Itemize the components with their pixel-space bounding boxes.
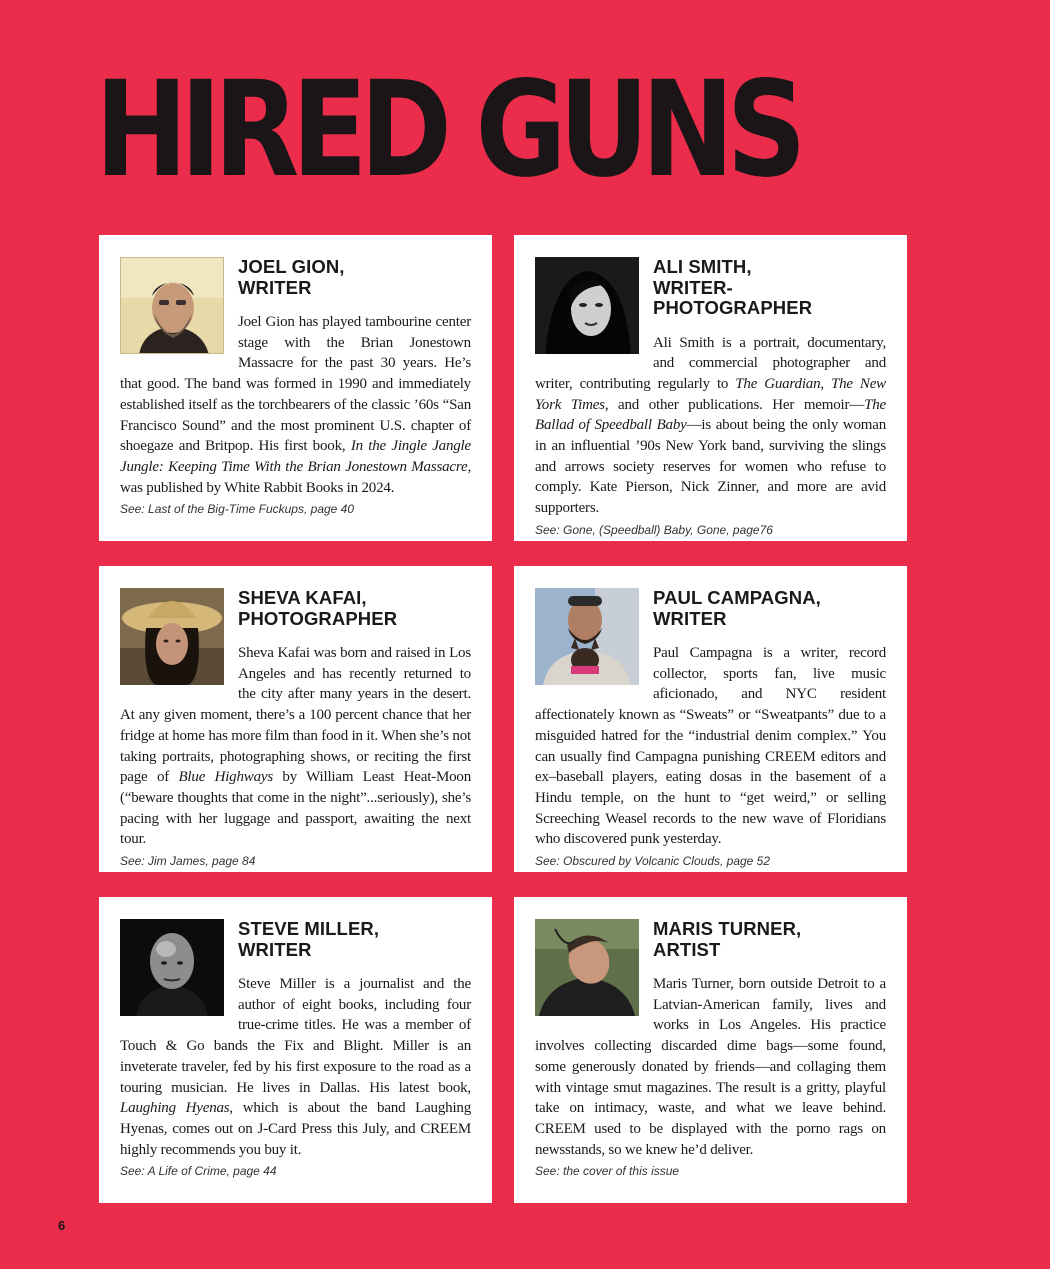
contributor-photo: [120, 588, 224, 685]
page-number: 6: [58, 1218, 66, 1233]
bio-text: by William Least Heat-Moon (“beware thoughts that come in the night”...seriously), she’s pacing with her luggage and passport, awaiting the next tour.: [120, 769, 471, 848]
portrait-photo-icon: [535, 257, 639, 354]
bio-text: Paul Campagna is a writer, record collector, sports fan, live music aficionado, and NYC resident affectionately known as “Sweats” or “Sweatpants” due to a misguided hatred for the “industrial denim complex.” You can usually find Campagna punishing CREEM editors and ex–baseball players, eating dosas in the basement of a Hindu temple, on the hunt to “get weird,” or selling Screeching Weasel records to the new wave of Floridians who discovered punk yesterday.: [535, 645, 886, 848]
contributor-card-maris-turner: [514, 897, 907, 1203]
bio-italic-text: Laughing Hyenas,: [120, 1100, 233, 1117]
contributor-card-paul-campagna: [514, 566, 907, 872]
bio-italic-text: The New York Times: [535, 375, 886, 413]
bio-text: Sheva Kafai was born and raised in Los Angeles and has recently returned to the city after many years in the desert. At any given moment, there’s a 100 percent chance that her fridge at home has more film than food in it. When she’s not taking portraits, photographing shows, or reciting the first page of: [120, 645, 471, 786]
bio-text: Maris Turner, born outside Detroit to a Latvian-American family, lives and works in Los Angeles. His practice involves collecting discarded dime bags—some found, some generously donated by friends—and collaging them with vintage smut magazines. The result is a gritty, playful take on intimacy, waste, and what we leave behind. CREEM used to be displayed with the porno rags on newsstands, so we knew he’d deliver.: [535, 976, 886, 1158]
portrait-photo-icon: [535, 919, 639, 1016]
see-reference: See: Last of the Big-Time Fuckups, page 40: [120, 502, 355, 517]
contributor-name: MARIS TURNER, ARTIST: [653, 918, 802, 960]
contributor-name: SHEVA KAFAI, PHOTOGRAPHER: [238, 587, 398, 629]
contributor-bio: [535, 333, 886, 519]
bio-italic-text: The Guardian: [735, 375, 821, 392]
contributor-name: JOEL GION, WRITER: [238, 256, 345, 298]
contributor-photo: [120, 919, 224, 1016]
bio-text: ,: [820, 375, 831, 392]
contributor-name: STEVE MILLER, WRITER: [238, 918, 380, 960]
contributor-photo: [535, 257, 639, 354]
contributor-card-ali-smith: [514, 235, 907, 541]
contributor-photo: [535, 919, 639, 1016]
contributor-name: ALI SMITH, WRITER-PHOTOGRAPHER: [653, 256, 813, 318]
bio-italic-text: The Ballad of Speedball Baby: [535, 396, 886, 434]
see-reference: See: Gone, (Speedball) Baby, Gone, page76: [535, 522, 773, 537]
see-reference: See: the cover of this issue: [535, 1164, 680, 1179]
bio-text: , was published by White Rabbit Books in 2024.: [120, 458, 471, 496]
contributor-card-joel-gion: [99, 235, 492, 541]
contributor-card-sheva-kafai: [99, 566, 492, 872]
bio-text: —is about being the only woman in an influential ’90s New York band, surviving the slings and arrows society reserves for women who refuse to comply. Kate Pierson, Nick Zinner, and more are avid supporters.: [535, 417, 886, 517]
see-reference: See: Jim James, page 84: [120, 854, 256, 869]
contributor-card-steve-miller: [99, 897, 492, 1203]
contributor-photo: [535, 588, 639, 685]
bio-text: , and other publications. Her memoir—: [604, 396, 865, 413]
bio-italic-text: In the Jingle Jangle Jungle: Keeping Time With the Brian Jonestown Massacre: [120, 438, 471, 475]
portrait-photo-icon: [535, 588, 639, 685]
page-title: HIRED GUNS: [95, 53, 799, 207]
portrait-photo-icon: [120, 919, 224, 1016]
see-reference: See: Obscured by Volcanic Clouds, page 52: [535, 854, 771, 869]
portrait-photo-icon: [121, 258, 224, 354]
contributor-name: PAUL CAMPAGNA, WRITER: [653, 587, 821, 629]
see-reference: See: A Life of Crime, page 44: [120, 1164, 277, 1179]
bio-italic-text: Blue Highways: [178, 769, 273, 786]
contributor-photo: [120, 257, 224, 354]
portrait-photo-icon: [120, 588, 224, 685]
bio-text: Steve Miller is a journalist and the author of eight books, including four true-crime titles. He was a member of Touch & Go bands the Fix and Blight. Miller is an inveterate traveler, fed by his first exposure to the road as a touring musician. He lives in Dallas. His latest book,: [120, 976, 471, 1096]
bio-text: which is about the band Laughing Hyenas, comes out on J-Card Press this July, and CREEM highly recommends you buy it.: [120, 1100, 472, 1158]
bio-text: Joel Gion has played tambourine center stage with the Brian Jonestown Massacre for the past 30 years. He’s that good. The band was formed in 1990 and immediately established itself as the torchbearers of the classic ’60s “San Francisco Sound” and the most prominent U.S. chapter of shoegaze and Britpop. His first book,: [120, 314, 471, 455]
bio-text: Ali Smith is a portrait, documentary, and commercial photographer and writer, contributing regularly to: [535, 334, 886, 392]
